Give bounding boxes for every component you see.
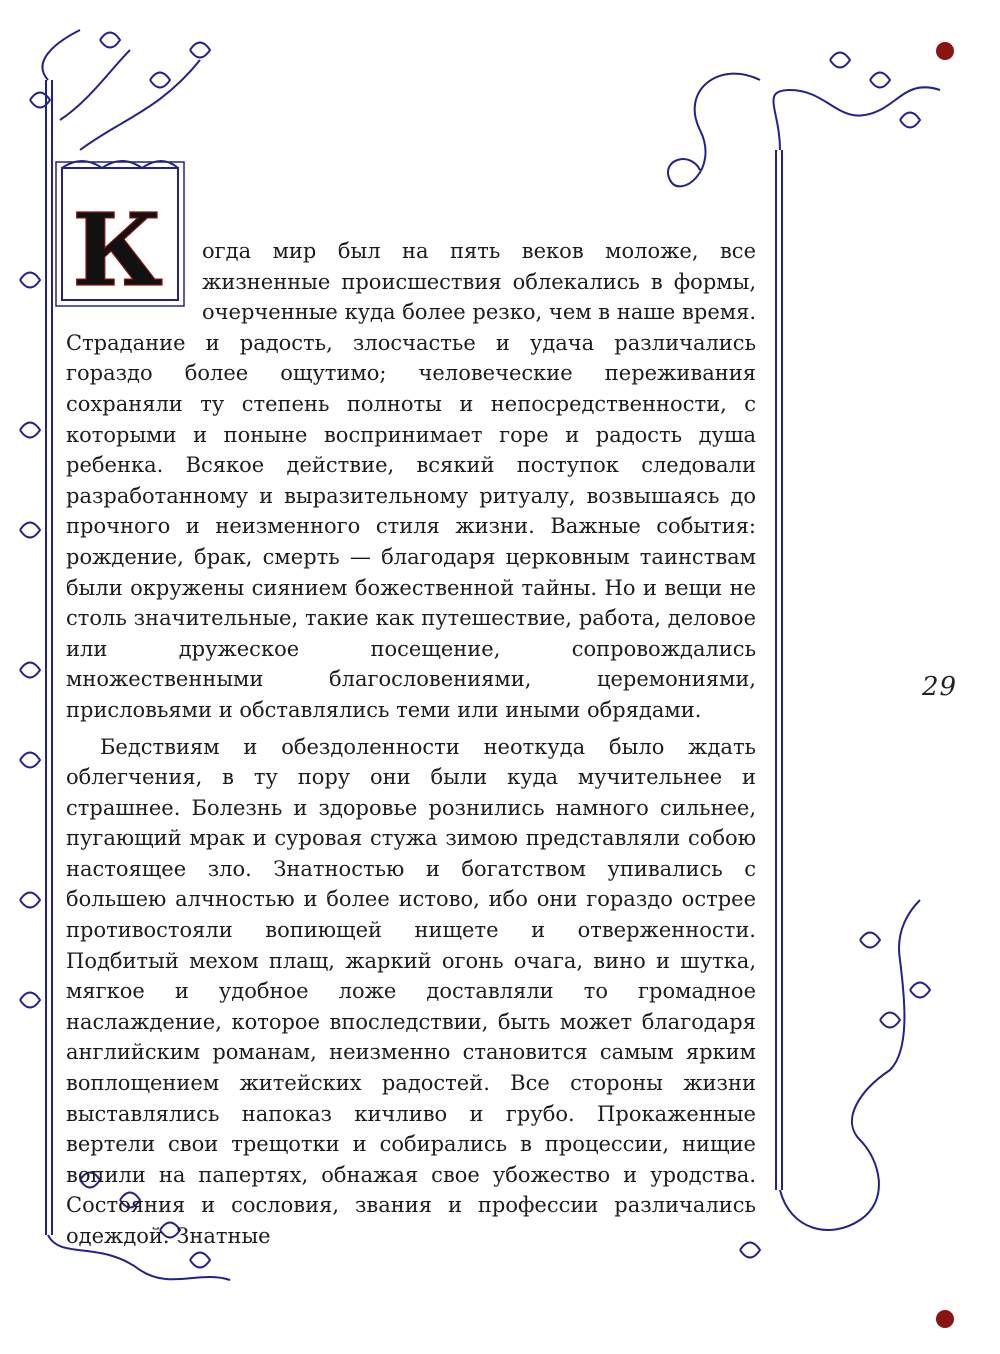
red-dot-bottom (936, 1310, 954, 1328)
paragraph-1: огда мир был на пять веков моложе, все жизненные происшествия облекались в формы, очерченные куда более резко, чем в наше время. Страдание и радость, злосчастье и удача различались гораздо более ощутимо; человеческие переживания сохраняли ту степень полноты и непосредственности, с которыми и поныне воспринимает горе и радость душа ребенка. Всякое действие, всякий поступок следовали разработанному и выразительному ритуалу, возвышаясь до прочного и неизменного стиля жизни. Важные события: рождение, брак, смерть — благодаря церковным таинствам были окружены сиянием божественной тайны. Но и вещи не столь значительные, такие как путешествие, работа, деловое или дружеское посещение, сопровождались множественными благословениями, церемониями, присловьями и обставлялись теми или иными обрядами. (66, 239, 756, 722)
dragon-scroll-bottom-right (780, 900, 920, 1230)
paragraph-2: Бедствиям и обездоленности неоткуда было ждать облегчения, в ту пору они были куда мучительнее и страшнее. Болезнь и здоровье рознились намного сильнее, пугающий мрак и суровая стужа зимою представляли собою настоящее зло. Знатностью и богатством упивались с большею алчностью и более истово, ибо они гораздо острее противостояли вопиющей нищете и отверженности. Подбитый мехом плащ, жаркий огонь очага, вино и шутка, мягкое и удобное ложе доставляли то громадное наслаждение, которое впоследствии, быть может благодаря английским романам, неизменно становится самым ярким воплощением житейских радостей. Все стороны жизни выставлялись напоказ кичливо и грубо. Прокаженные вертели свои трещотки и собирались в процессии, нищие вопили на папертях, обнажая свое убожество и уродства. Состояния и сословия, звания и профессии различались одеждой. Знатные (66, 734, 756, 1248)
red-dot-top (936, 42, 954, 60)
drop-cap-letter: К (72, 191, 163, 309)
drop-cap-spacer (66, 228, 184, 324)
dragon-scroll-top-right (668, 74, 940, 187)
main-text (66, 236, 756, 1252)
page-number: 29 (922, 672, 958, 702)
vine-top-left (42, 30, 200, 150)
